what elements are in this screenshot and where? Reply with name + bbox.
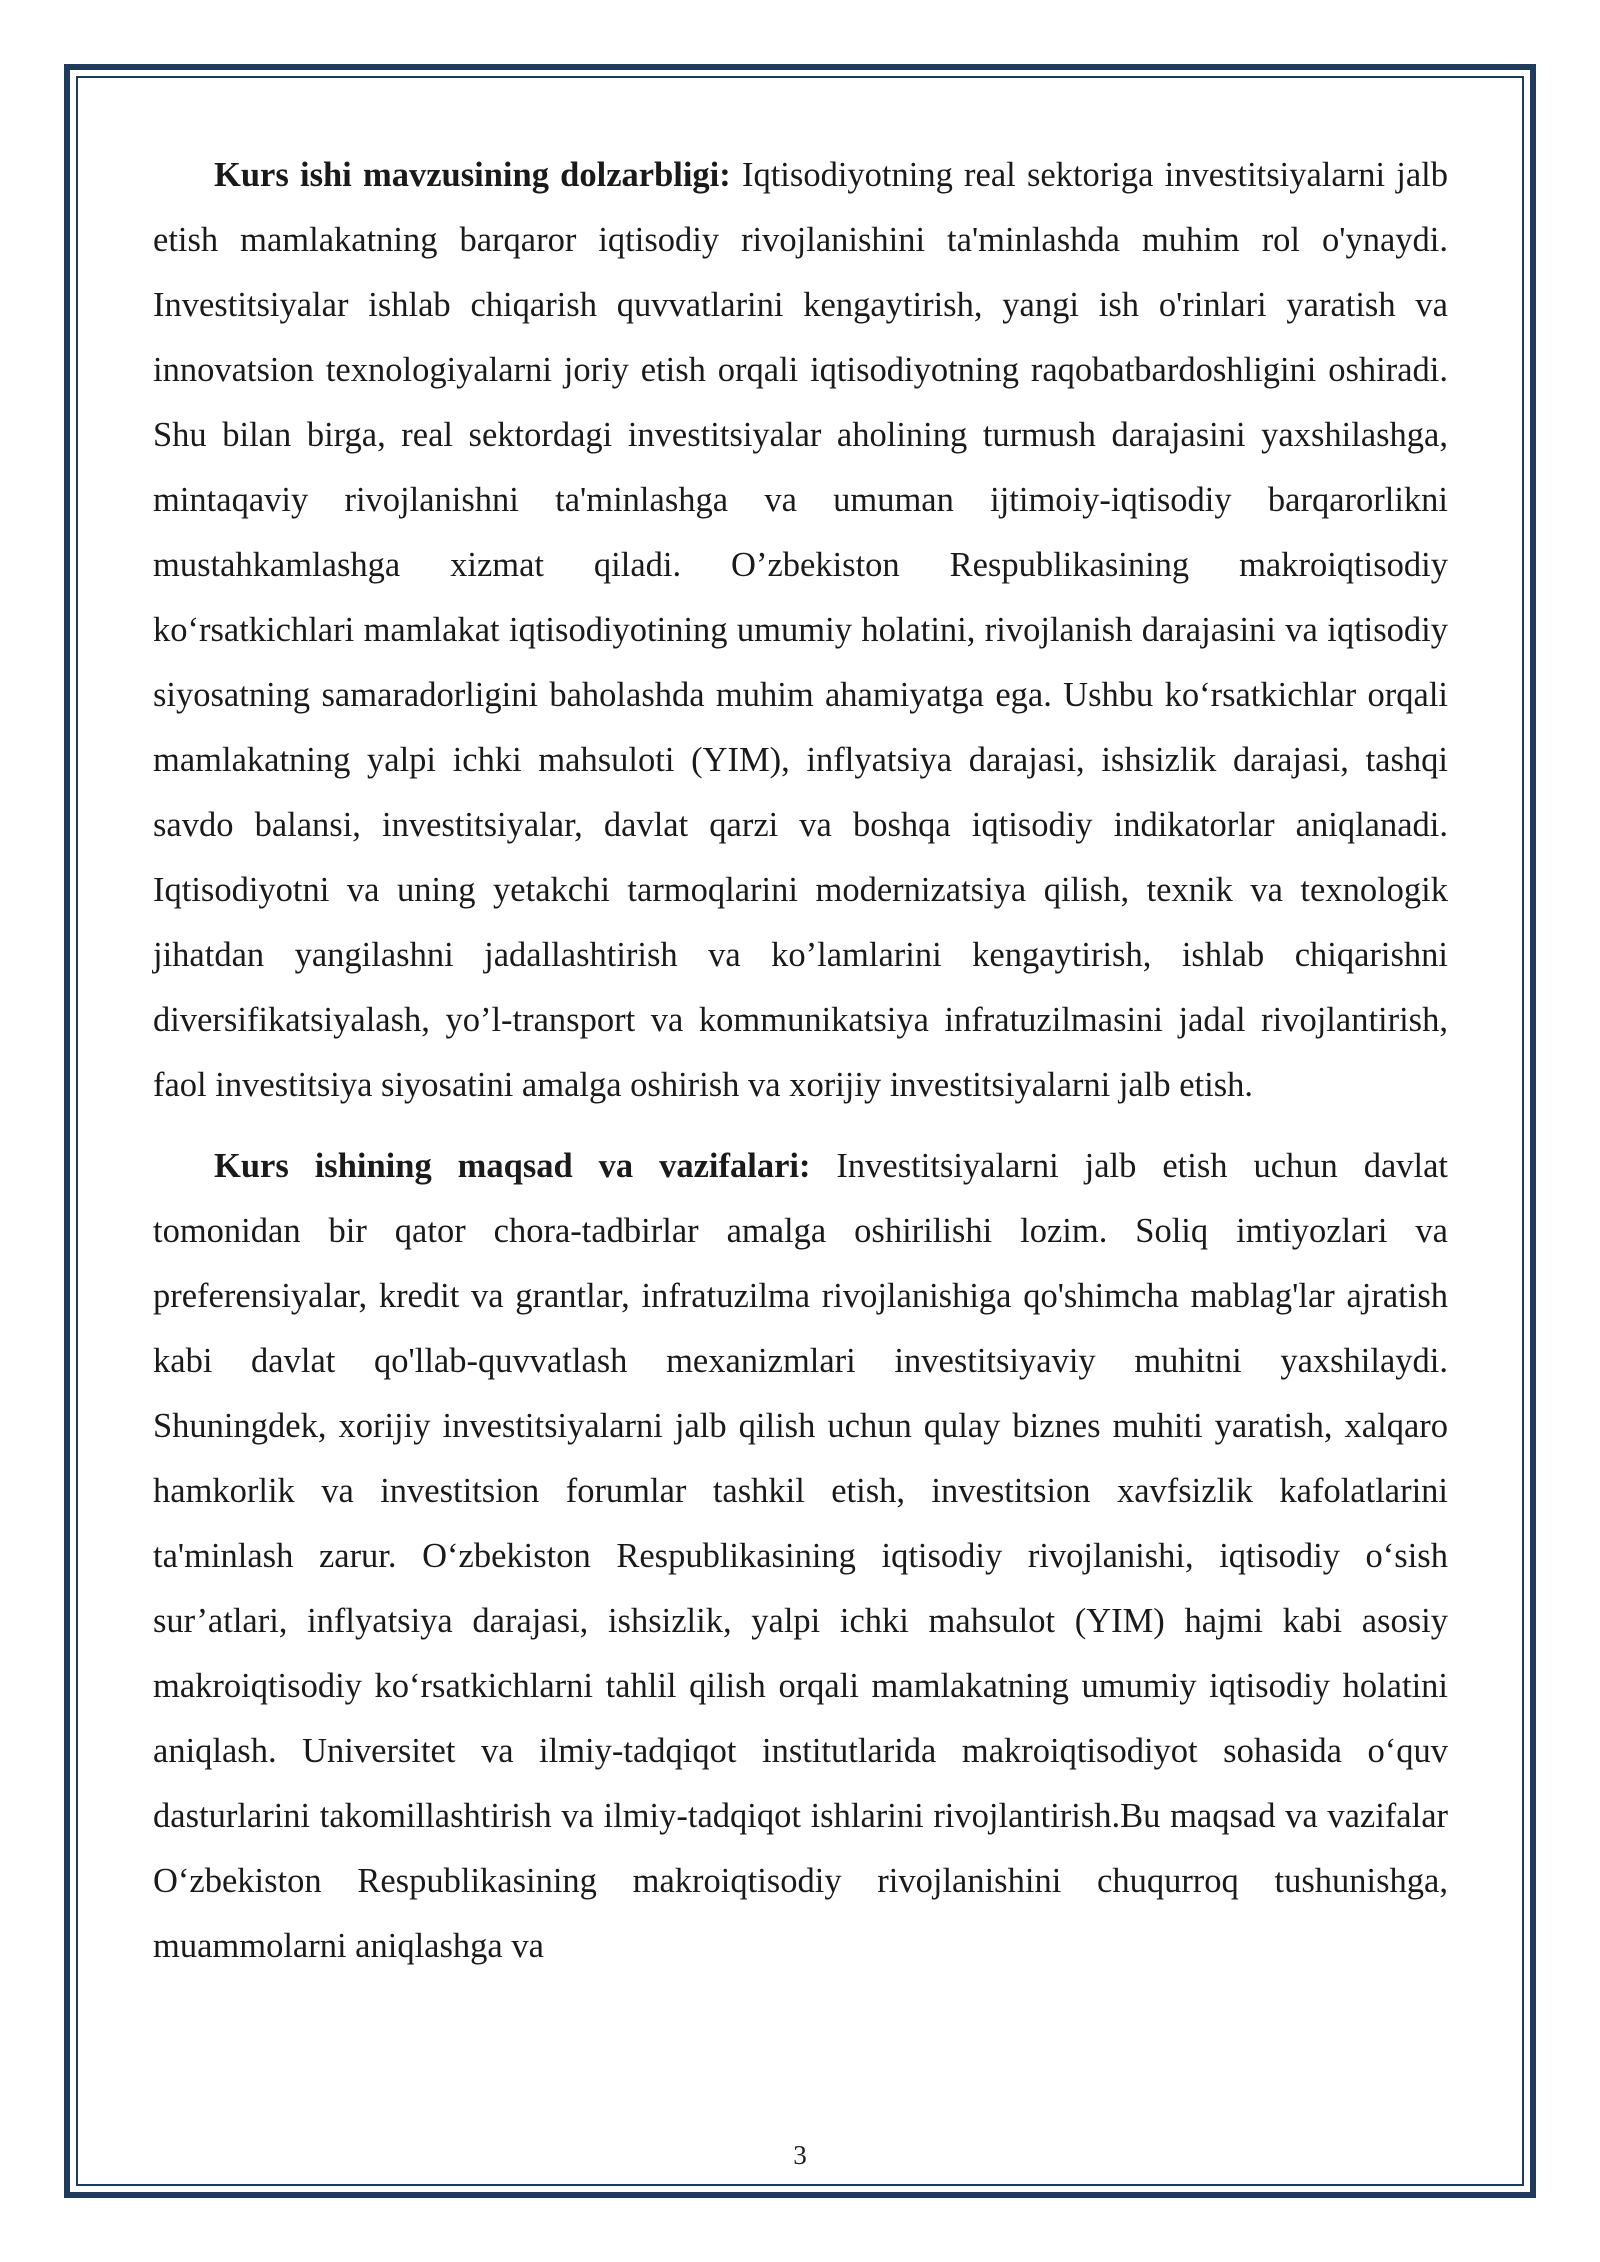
paragraph-text: Investitsiyalarni jalb etish uchun davlat tomonidan bir qator chora-tadbirlar amalga oshirilishi lozim. Soliq imtiyozlari va preferensiyalar, kredit va grantlar, infratuzilma rivojlanishiga qo'shimcha mablag'lar ajratish kabi davlat qo'llab-quvvatlash mexanizmlari investitsiyaviy muhitni yaxshilaydi. Shuningdek, xorijiy investitsiyalarni jalb qilish uchun qulay biznes muhiti yaratish, xalqaro hamkorlik va investitsion forumlar tashkil etish, investitsion xavfsizlik kafolatlarini ta'minlash zarur. O‘zbekiston Respublikasining iqtisodiy rivojlanishi, iqtisodiy o‘sish sur’atlari, inflyatsiya darajasi, ishsizlik, yalpi ichki mahsulot (YIM) hajmi kabi asosiy makroiqtisodiy ko‘rsatkichlarni tahlil qilish orqali mamlakatning umumiy iqtisodiy holatini aniqlash. Universitet va ilmiy-tadqiqot institutlarida makroiqtisodiyot sohasida o‘quv dasturlarini takomillashtirish va ilmiy-tadqiqot ishlarini rivojlantirish.Bu maqsad va vazifalar O‘zbekiston Respublikasining makroiqtisodiy rivojlanishini chuqurroq tushunishga, muammolarni aniqlashga va xyxy=(153,1147,1449,1965)
paragraph-text: Iqtisodiyotning real sektoriga investitsiyalarni jalb etish mamlakatning barqaror iqtisodiy rivojlanishini ta'minlashda muhim rol o'ynaydi. Investitsiyalar ishlab chiqarish quvvatlarini kengaytirish, yangi ish o'rinlari yaratish va innovatsion texnologiyalarni joriy etish orqali iqtisodiyotning raqobatbardoshligini oshiradi. Shu bilan birga, real sektordagi investitsiyalar aholining turmush darajasini yaxshilashga, mintaqaviy rivojlanishni ta'minlashga va umuman ijtimoiy-iqtisodiy barqarorlikni mustahkamlashga xizmat qiladi. O’zbekiston Respublikasining makroiqtisodiy ko‘rsatkichlari mamlakat iqtisodiyotining umumiy holatini, rivojlanish darajasini va iqtisodiy siyosatning samaradorligini baholashda muhim ahamiyatga ega. Ushbu ko‘rsatkichlar orqali mamlakatning yalpi ichki mahsuloti (YIM), inflyatsiya darajasi, ishsizlik darajasi, tashqi savdo balansi, investitsiyalar, davlat qarzi va boshqa iqtisodiy indikatorlar aniqlanadi. Iqtisodiyotni va uning yetakchi tarmoqlarini modernizatsiya qilish, texnik va texnologik jihatdan yangilashni jadallashtirish va ko’lamlarini kengaytirish, ishlab chiqarishni diversifikatsiyalash, yo’l-transport va kommunikatsiya infratuzilmasini jadal rivojlantirish, faol investitsiya siyosatini amalga oshirish va xorijiy investitsiyalarni jalb etish. xyxy=(153,156,1448,1104)
page-number: 3 xyxy=(793,2140,807,2170)
document-body xyxy=(153,143,1448,1979)
paragraph-relevance xyxy=(153,143,1448,1118)
paragraph-goals xyxy=(153,1134,1448,1979)
paragraph-heading: Kurs ishining maqsad va vazifalari: xyxy=(214,1147,811,1185)
paragraph-heading: Kurs ishi mavzusining dolzarbligi: xyxy=(214,156,731,194)
